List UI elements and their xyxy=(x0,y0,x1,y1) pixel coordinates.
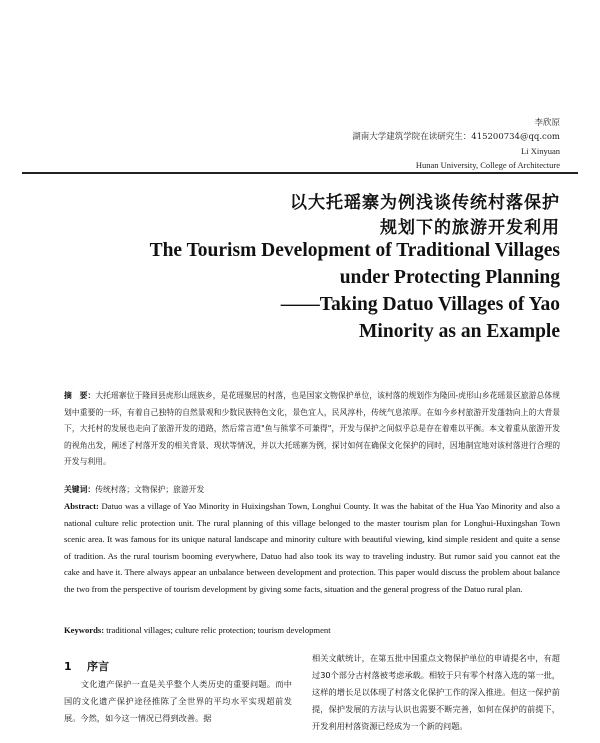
section-title: 序言 xyxy=(86,660,109,673)
author-affiliation-en: Hunan University, College of Architecture xyxy=(415,160,560,170)
keywords-cn-label: 关键词： xyxy=(64,485,96,494)
abstract-en-text: Datuo was a village of Yao Minority in Huixingshan Town, Longhui County. It was the habitat of the Hua Yao Minority and also a national culture relic protection unit. The rural planning of this village belonged to the master tourism plan for Longhui-Huxingshan Town scenic area. It was famous for its unique natural landscape and minority culture with beautiful viewing, kind simple resident and quite a sense of tradition. As the rural tourism booming everywhere, Datuo had also took its way to traveling industry. But rumor said you cannot eat the cake and have it. There always appear an unbalance between development and protection. This paper would discuss the problem about balance the two from the perspective of tourism development by giving some facts, situation and the general progress of the Datuo rural plan. xyxy=(64,501,560,594)
body-column-right: 相关文献统计，在第五批中国重点文物保护单位的申请提名中，有超过30个部分古村落被考虑承载。相较于只有零个村落入选的第一批，这样的增长足以体现了村落文化保护工作的深入推进。但这一保护前提，保护发展的方法与认识也需要不断完善，如何在保护的前提下，开发利用村落资源已经成为一个新的问题。 xyxy=(312,653,560,731)
title-cn-line1: 以大托瑶寨为例浅谈传统村落保护 xyxy=(290,193,560,213)
abstract-en xyxy=(64,498,560,597)
keywords-en xyxy=(64,622,560,639)
abstract-cn-text: 大托瑶寨位于隆回县虎形山瑶族乡，是花瑶聚居的村落，也是国家文物保护单位，该村落的规划作为隆回-虎形山乡花瑶景区旅游总体规划中重要的一环，有着自己独特的自然景观和少数民族特色文化，景色宜人，民风淳朴，传统气息浓厚。在如今乡村旅游开发蓬勃向上的大背景下，大托村的发展也走向了旅游开发的道路，然后常言道"鱼与熊掌不可兼得"，开发与保护之间似乎总是存在着难以平衡。本文着重从旅游开发的视角出发，阐述了村落开发的相关背景、现状等情况，并以大托瑶寨为例，探讨如何在确保文化保护的同时，因地制宜地对该村落进行合理的开发与利用。 xyxy=(64,391,561,466)
abstract-cn xyxy=(64,388,560,471)
author-affiliation-cn[interactable]: 湖南大学建筑学院在读研究生：415200734@qq.com xyxy=(352,132,560,142)
author-name-cn: 李欣原 xyxy=(534,118,560,128)
abstract-en-label: Abstract: xyxy=(64,501,99,511)
abstract-cn-label: 摘 要： xyxy=(64,391,96,400)
body-column-left: 文化遗产保护一直是关乎整个人类历史的重要问题。而中国的文化遗产保护途径推陈了全世界的平均水平实现超前发展。今然，如今这一情况已得到改善。据 xyxy=(64,679,292,723)
keywords-cn-text: 传统村落；文物保护；旅游开发 xyxy=(95,485,205,494)
keywords-en-text: traditional villages; culture relic protection; tourism development xyxy=(106,625,331,635)
section-heading xyxy=(64,658,109,674)
section-number: 1 xyxy=(64,660,72,673)
title-en-line1: The Tourism Development of Traditional Villages xyxy=(149,240,560,261)
header-rule xyxy=(22,172,578,174)
title-en-line4: Minority as an Example xyxy=(359,321,560,342)
author-name-en: Li Xinyuan xyxy=(521,146,560,156)
title-en-line2: under Protecting Planning xyxy=(339,267,560,288)
keywords-en-label: Keywords: xyxy=(64,625,105,635)
keywords-cn xyxy=(64,482,560,499)
title-en-line3: ——Taking Datuo Villages of Yao xyxy=(280,294,560,315)
title-cn-line2: 规划下的旅游开发利用 xyxy=(380,218,560,238)
